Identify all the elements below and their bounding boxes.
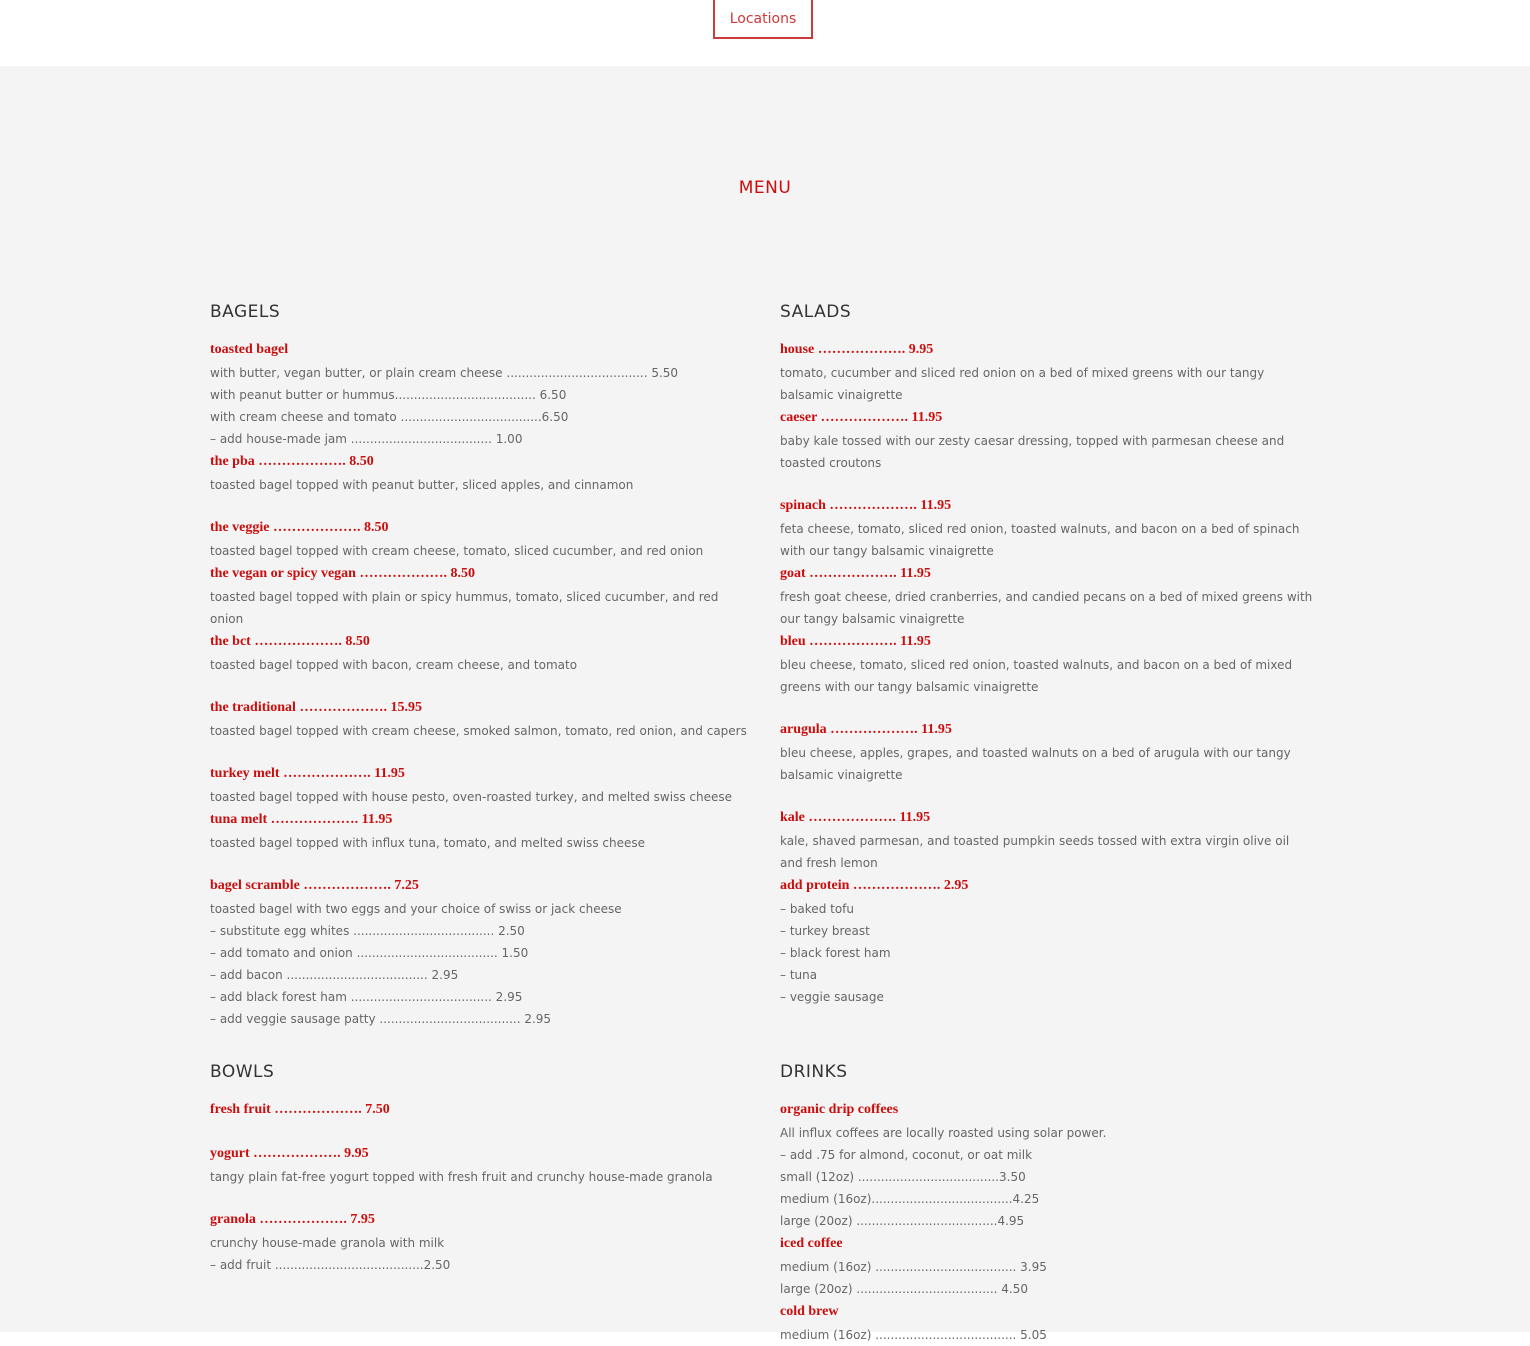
drinks-section xyxy=(780,1062,1315,1346)
menu-item-option: small (12oz) .....................................3.50 xyxy=(780,1170,1026,1184)
menu-item-option: crunchy house-made granola with milk xyxy=(210,1236,445,1250)
menu-page xyxy=(0,66,1530,1342)
spacer xyxy=(210,1188,750,1208)
menu-item-description: feta cheese, tomato, sliced red onion, toasted walnuts, and bacon on a bed of spinach with our tangy balsamic vinaigrette xyxy=(780,522,1300,558)
menu-item-option: – add bacon ..................................... 2.95 xyxy=(210,968,459,982)
menu-item-option: with peanut butter or hummus..................................... 6.50 xyxy=(210,388,567,402)
menu-item-option: medium (16oz).....................................4.25 xyxy=(780,1192,1040,1206)
bagels-section-title: BAGELS xyxy=(210,302,281,322)
salads-section-title: SALADS xyxy=(780,302,852,322)
menu-item-option: – add house-made jam ..................................... 1.00 xyxy=(210,432,523,446)
menu-item-title: tuna melt ………………. 11.95 xyxy=(210,812,393,827)
menu-item-title: the vegan or spicy vegan ………………. 8.50 xyxy=(210,566,475,581)
spacer xyxy=(780,698,1315,718)
menu-item-description: toasted bagel topped with peanut butter, sliced apples, and cinnamon xyxy=(210,478,634,492)
menu-item-option: large (20oz) ..................................... 4.50 xyxy=(780,1282,1028,1296)
menu-item-title: the veggie ………………. 8.50 xyxy=(210,520,389,535)
menu-item-option: toasted bagel with two eggs and your choice of swiss or jack cheese xyxy=(210,902,622,916)
menu-item-title: toasted bagel xyxy=(210,342,289,357)
menu-item-option: – baked tofu xyxy=(780,902,854,916)
spacer xyxy=(780,474,1315,494)
menu-item-option: medium (16oz) ..................................... 3.95 xyxy=(780,1260,1047,1274)
locations-button[interactable] xyxy=(713,0,813,39)
top-navigation-bar xyxy=(0,0,1530,66)
menu-item-description: baby kale tossed with our zesty caesar dressing, topped with parmesan cheese and toasted croutons xyxy=(780,434,1285,470)
spacer xyxy=(210,676,750,696)
menu-item-title: the traditional ………………. 15.95 xyxy=(210,700,422,715)
bagels-section xyxy=(210,302,750,1030)
menu-item-description: tomato, cucumber and sliced red onion on a bed of mixed greens with our tangy balsamic vinaigrette xyxy=(780,366,1265,402)
menu-item-description: fresh goat cheese, dried cranberries, and candied pecans on a bed of mixed greens with our tangy balsamic vinaigrette xyxy=(780,590,1313,626)
menu-item-option: All influx coffees are locally roasted using solar power. xyxy=(780,1126,1107,1140)
menu-item-title: add protein ………………. 2.95 xyxy=(780,878,969,893)
menu-heading: MENU xyxy=(738,178,792,198)
drinks-section-title: DRINKS xyxy=(780,1062,848,1082)
spacer xyxy=(210,742,750,762)
menu-item-option: large (20oz) .....................................4.95 xyxy=(780,1214,1025,1228)
spacer xyxy=(780,786,1315,806)
menu-item-option: – add black forest ham ..................................... 2.95 xyxy=(210,990,523,1004)
menu-item-option: – veggie sausage xyxy=(780,990,884,1004)
menu-item-title: caeser ………………. 11.95 xyxy=(780,410,943,425)
menu-item-option: with cream cheese and tomato .....................................6.50 xyxy=(210,410,569,424)
menu-item-option: – add fruit .......................................2.50 xyxy=(210,1258,451,1272)
menu-item-option: – black forest ham xyxy=(780,946,891,960)
locations-button-label: Locations xyxy=(729,11,797,27)
menu-item-title: goat ………………. 11.95 xyxy=(780,566,931,581)
menu-item-title: organic drip coffees xyxy=(780,1102,899,1117)
menu-item-description: toasted bagel topped with influx tuna, tomato, and melted swiss cheese xyxy=(210,836,645,850)
menu-item-description: toasted bagel topped with house pesto, oven-roasted turkey, and melted swiss cheese xyxy=(210,790,733,804)
bowls-section-title: BOWLS xyxy=(210,1062,275,1082)
menu-item-title: spinach ………………. 11.95 xyxy=(780,498,952,513)
menu-item-title: fresh fruit ………………. 7.50 xyxy=(210,1102,390,1117)
spacer xyxy=(210,496,750,516)
menu-item-title: bleu ………………. 11.95 xyxy=(780,634,931,649)
menu-item-title: granola ………………. 7.95 xyxy=(210,1212,375,1227)
menu-item-option: – tuna xyxy=(780,968,818,982)
menu-item-option: – turkey breast xyxy=(780,924,870,938)
menu-item-title: the pba ………………. 8.50 xyxy=(210,454,374,469)
menu-item-description: toasted bagel topped with cream cheese, smoked salmon, tomato, red onion, and capers xyxy=(210,724,747,738)
menu-item-description: bleu cheese, apples, grapes, and toasted walnuts on a bed of arugula with our tangy balsamic vinaigrette xyxy=(780,746,1291,782)
menu-item-option: – add .75 for almond, coconut, or oat milk xyxy=(780,1148,1033,1162)
menu-item-option: – substitute egg whites ..................................... 2.50 xyxy=(210,924,525,938)
bowls-section xyxy=(210,1062,750,1276)
menu-item-description: toasted bagel topped with plain or spicy hummus, tomato, sliced cucumber, and red onion xyxy=(210,590,719,626)
menu-item-description: toasted bagel topped with bacon, cream cheese, and tomato xyxy=(210,658,578,672)
menu-item-option: with butter, vegan butter, or plain cream cheese ..................................... 5.50 xyxy=(210,366,679,380)
menu-item-title: arugula ………………. 11.95 xyxy=(780,722,952,737)
menu-item-title: iced coffee xyxy=(780,1236,843,1251)
menu-item-option: medium (16oz) ..................................... 5.05 xyxy=(780,1328,1047,1342)
menu-item-title: house ………………. 9.95 xyxy=(780,342,934,357)
menu-item-title: bagel scramble ………………. 7.25 xyxy=(210,878,419,893)
menu-item-description: kale, shaved parmesan, and toasted pumpkin seeds tossed with extra virgin olive oil and fresh lemon xyxy=(780,834,1290,870)
menu-item-description: toasted bagel topped with cream cheese, tomato, sliced cucumber, and red onion xyxy=(210,544,704,558)
menu-item-description: bleu cheese, tomato, sliced red onion, toasted walnuts, and bacon on a bed of mixed greens with our tangy balsamic vinaigrette xyxy=(780,658,1293,694)
menu-item-option: – add tomato and onion ..................................... 1.50 xyxy=(210,946,529,960)
menu-item-title: cold brew xyxy=(780,1304,839,1319)
menu-item-title: yogurt ………………. 9.95 xyxy=(210,1146,369,1161)
menu-item-option: – add veggie sausage patty ..................................... 2.95 xyxy=(210,1012,552,1026)
spacer xyxy=(210,1122,750,1142)
spacer xyxy=(210,854,750,874)
menu-item-title: kale ………………. 11.95 xyxy=(780,810,931,825)
menu-item-title: turkey melt ………………. 11.95 xyxy=(210,766,405,781)
menu-item-title: the bct ………………. 8.50 xyxy=(210,634,370,649)
menu-item-description: tangy plain fat-free yogurt topped with fresh fruit and crunchy house-made granola xyxy=(210,1170,713,1184)
salads-section xyxy=(780,302,1315,1008)
